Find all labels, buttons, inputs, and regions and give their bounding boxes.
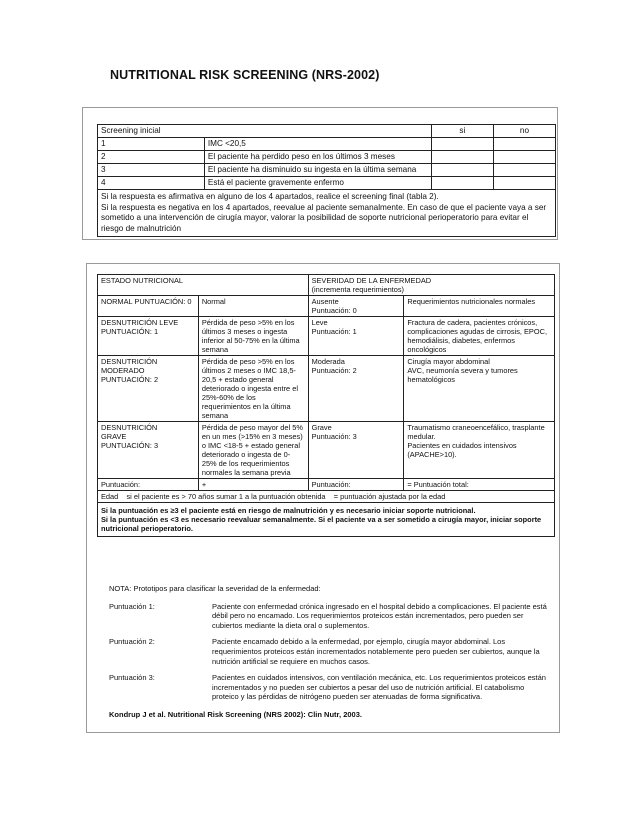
answer-no-cell[interactable]	[493, 138, 555, 151]
estado-desc-cell: Normal	[198, 296, 308, 317]
header-severidad: SEVERIDAD DE LA ENFERMEDAD (incrementa requerimientos)	[308, 275, 554, 296]
edad-row	[98, 491, 555, 503]
severidad-cell: Leve Puntuación: 1	[308, 317, 404, 356]
final-header-row	[98, 275, 555, 296]
screening-header-row	[98, 125, 556, 138]
reference-citation: Kondrup J et al. Nutritional Risk Screening (NRS 2002): Clin Nutr, 2003.	[109, 709, 362, 719]
table-row	[98, 296, 555, 317]
risk-row	[98, 503, 555, 537]
table-row	[98, 177, 556, 190]
estado-cell: DESNUTRICIÓN GRAVE PUNTUACIÓN: 3	[98, 422, 199, 479]
screening-question: Está el paciente gravemente enfermo	[204, 177, 431, 190]
answer-si-cell[interactable]	[431, 177, 493, 190]
table-row	[98, 164, 556, 177]
document-title: NUTRITIONAL RISK SCREENING (NRS-2002)	[110, 68, 380, 82]
table-row	[98, 151, 556, 164]
score-plus: +	[198, 479, 308, 491]
answer-no-cell[interactable]	[493, 151, 555, 164]
screening-note-positive: Si la respuesta es afirmativa en alguno de los 4 apartados, realice el screening final (tabla 2).	[101, 192, 439, 201]
screening-header-label: Screening inicial	[98, 125, 432, 138]
final-screening-table	[97, 274, 555, 537]
answer-no-cell[interactable]	[493, 177, 555, 190]
table-row	[98, 317, 555, 356]
answer-si-cell[interactable]	[431, 164, 493, 177]
severidad-desc-cell: Traumatismo craneoencefálico, trasplante medular. Pacientes en cuidados intensivos (APACHE>10).	[404, 422, 555, 479]
table-row	[98, 356, 555, 422]
estado-cell: DESNUTRICIÓN MODERADO PUNTUACIÓN: 2	[98, 356, 199, 422]
answer-no-cell[interactable]	[493, 164, 555, 177]
nota-text: Paciente encamado debido a la enfermedad, por ejemplo, cirugía mayor abdominal. Los requerimientos proteicos están incrementados notablemente pero pueden ser cubiertos, aunque la nutrición artificial se requiere en muchos casos.	[212, 637, 540, 666]
risk-low: Si la puntuación es <3 es necesario reevaluar semanalmente. Si el paciente va a ser sometido a cirugía mayor, iniciar soporte nutricional perioperatorio.	[101, 515, 542, 533]
screening-note-negative: Si la respuesta es negativa en los 4 apartados, reevalue al paciente semanalmente. En caso de que el paciente vaya a ser sometido a una intervención de cirugía mayor, valorar la posibilidad de soporte nutricional perioperatorio para evitar el riesgo de malnutrición	[101, 202, 547, 233]
nota-header: NOTA: Prototipos para clasificar la severidad de la enfermedad:	[109, 584, 321, 593]
risk-instructions	[98, 503, 555, 537]
risk-high: Si la puntuación es ≥3 el paciente está en riesgo de malnutrición y es necesario iniciar soporte nutricional.	[101, 506, 476, 515]
estado-cell: DESNUTRICIÓN LEVE PUNTUACIÓN: 1	[98, 317, 199, 356]
score-label-left: Puntuación:	[98, 479, 199, 491]
list-item	[109, 602, 549, 631]
screening-num: 2	[98, 151, 205, 164]
screening-header-no: no	[493, 125, 555, 138]
nota-section	[109, 584, 549, 720]
screening-question: IMC <20,5	[204, 138, 431, 151]
score-total: = Puntuación total:	[404, 479, 555, 491]
severidad-cell: Moderada Puntuación: 2	[308, 356, 404, 422]
nota-text: Paciente con enfermedad crónica ingresado en el hospital debido a complicaciones. El paciente está débil pero no encamado. Los requerimientos proteicos están incrementados, pero pueden ser cubiertos mediante la dieta oral o suplementos.	[212, 601, 547, 630]
severidad-desc-cell: Fractura de cadera, pacientes crónicos, complicaciones agudas de cirrosis, EPOC, hemodiálisis, diabetes, enfermos oncológicos	[404, 317, 555, 356]
score-row	[98, 479, 555, 491]
severidad-desc-cell: Cirugía mayor abdominal AVC, neumonía severa y tumores hematológicos	[404, 356, 555, 422]
severidad-cell: Grave Puntuación: 3	[308, 422, 404, 479]
screening-header-si: si	[431, 125, 493, 138]
edad-adjustment: Edad si el paciente es > 70 años sumar 1 a la puntuación obtenida = puntuación ajustada por la edad	[98, 491, 555, 503]
answer-si-cell[interactable]	[431, 138, 493, 151]
header-estado-nutricional: ESTADO NUTRICIONAL	[98, 275, 309, 296]
nota-text: Pacientes en cuidados intensivos, con ventilación mecánica, etc. Los requerimientos proteicos están incrementados y no pueden ser cubiertos a pesar del uso de nutrición artificial. El catabolismo proteico y las pérdidas de nitrógeno pueden ser atenuadas de forma significativa.	[212, 673, 546, 702]
nota-label: Puntuación 3:	[109, 673, 155, 683]
screening-note-row	[98, 190, 556, 237]
final-screening-panel	[86, 263, 560, 733]
screening-table	[97, 124, 556, 237]
screening-note	[98, 190, 556, 237]
score-label-mid: Puntuación:	[308, 479, 404, 491]
estado-desc-cell: Pérdida de peso mayor del 5% en un mes (>15% en 3 meses) o IMC <18-5 + estado general deteriorado o ingesta de 0-25% de los requerimientos normales la semana previa	[198, 422, 308, 479]
severidad-desc-cell: Requerimientos nutricionales normales	[404, 296, 555, 317]
screening-num: 3	[98, 164, 205, 177]
screening-question: El paciente ha disminuido su ingesta en la última semana	[204, 164, 431, 177]
nota-label: Puntuación 2:	[109, 637, 155, 647]
screening-num: 4	[98, 177, 205, 190]
estado-desc-cell: Pérdida de peso >5% en los últimos 2 meses o IMC 18,5-20,5 + estado general deteriorado o ingesta entre el 25%-60% de los requerimientos en la última semana	[198, 356, 308, 422]
estado-cell: NORMAL PUNTUACIÓN: 0	[98, 296, 199, 317]
screening-num: 1	[98, 138, 205, 151]
estado-desc-cell: Pérdida de peso >5% en los últimos 3 meses o ingesta inferior al 50-75% en la última semana	[198, 317, 308, 356]
list-item	[109, 637, 549, 666]
table-row	[98, 138, 556, 151]
table-row	[98, 422, 555, 479]
nota-label: Puntuación 1:	[109, 601, 155, 611]
list-item	[109, 673, 549, 702]
screening-panel	[82, 107, 558, 240]
severidad-cell: Ausente Puntuación: 0	[308, 296, 404, 317]
screening-question: El paciente ha perdido peso en los últimos 3 meses	[204, 151, 431, 164]
answer-si-cell[interactable]	[431, 151, 493, 164]
